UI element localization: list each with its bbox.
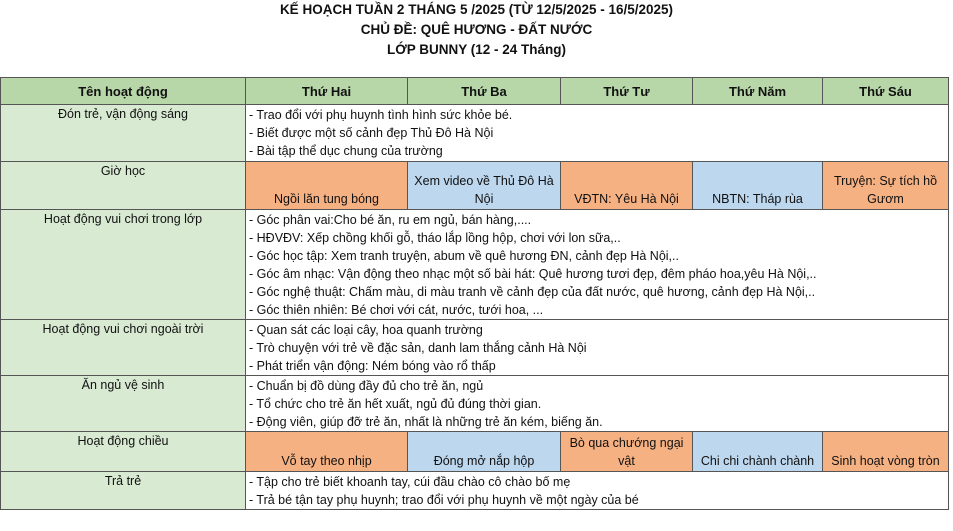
monday-cell: Ngồi lăn tung bóng xyxy=(246,162,408,210)
col-activity: Tên hoạt động xyxy=(1,78,246,105)
activity-detail xyxy=(246,472,949,510)
activity-detail xyxy=(246,105,949,162)
detail-line: - Góc thiên nhiên: Bé chơi với cát, nước, tưới hoa, ... xyxy=(249,303,544,317)
plan-title: KẾ HOẠCH TUẦN 2 THÁNG 5 /2025 (TỪ 12/5/2025 - 16/5/2025) xyxy=(279,2,674,17)
activity-name: Hoạt động chiều xyxy=(1,432,246,472)
detail-line: - Tập cho trẻ biết khoanh tay, cúi đầu chào cô chào bố mẹ xyxy=(249,475,571,489)
detail-line: - Bài tập thể dục chung của trường xyxy=(249,144,443,158)
thursday-cell: Chi chi chành chành xyxy=(693,432,823,472)
detail-line: - Biết được một số cảnh đẹp Thủ Đô Hà Nội xyxy=(249,126,494,140)
detail-line: - Góc nghệ thuật: Chấm màu, di màu tranh về cảnh đẹp của đất nước, quê hương, cảnh đẹp Hà Nội,.. xyxy=(249,285,816,299)
activity-name: Hoạt động vui chơi trong lớp xyxy=(1,210,246,320)
detail-line: - Trò chuyện với trẻ về đặc sản, danh lam thắng cảnh Hà Nội xyxy=(249,341,587,355)
detail-line: - Trao đổi với phụ huynh tình hình sức khỏe bé. xyxy=(249,108,513,122)
class-title: LỚP BUNNY (12 - 24 Tháng) xyxy=(386,42,567,57)
col-monday: Thứ Hai xyxy=(246,78,408,105)
detail-line: - Góc âm nhạc: Vận động theo nhạc một số bài hát: Quê hương tươi đẹp, đêm pháo hoa,yêu Hà Nội,.. xyxy=(249,267,817,281)
detail-line: - Tổ chức cho trẻ ăn hết xuất, ngủ đủ đúng thời gian. xyxy=(249,397,542,411)
activity-name: Trả trẻ xyxy=(1,472,246,510)
wednesday-cell: Bò qua chướng ngại vật xyxy=(561,432,693,472)
row-vui-choi-trong-lop xyxy=(1,210,949,320)
detail-line: - HĐVĐV: Xếp chồng khối gỗ, tháo lắp lồng hộp, chơi với lon sữa,.. xyxy=(249,231,621,245)
page-header xyxy=(0,0,953,60)
detail-line: - Chuẩn bị đồ dùng đầy đủ cho trẻ ăn, ngủ xyxy=(249,379,484,393)
detail-line: - Động viên, giúp đỡ trẻ ăn, nhất là những trẻ ăn kém, biếng ăn. xyxy=(249,415,603,429)
wednesday-cell: VĐTN: Yêu Hà Nội xyxy=(561,162,693,210)
row-an-ngu xyxy=(1,376,949,432)
header-row xyxy=(1,78,949,105)
detail-line: - Phát triển vận động: Ném bóng vào rổ thấp xyxy=(249,359,496,373)
row-don-tre xyxy=(1,105,949,162)
row-vui-choi-ngoai-troi xyxy=(1,320,949,376)
col-friday: Thứ Sáu xyxy=(823,78,949,105)
activity-detail xyxy=(246,376,949,432)
activity-detail xyxy=(246,320,949,376)
tuesday-cell: Đóng mở nắp hộp xyxy=(408,432,561,472)
detail-line: - Góc phân vai:Cho bé ăn, ru em ngủ, bán hàng,.... xyxy=(249,213,532,227)
monday-cell: Vỗ tay theo nhịp xyxy=(246,432,408,472)
col-wednesday: Thứ Tư xyxy=(561,78,693,105)
thursday-cell: NBTN: Tháp rùa xyxy=(693,162,823,210)
activity-name: Hoạt động vui chơi ngoài trời xyxy=(1,320,246,376)
weekly-plan-table xyxy=(0,77,949,510)
activity-detail xyxy=(246,210,949,320)
activity-name: Đón trẻ, vận động sáng xyxy=(1,105,246,162)
tuesday-cell: Xem video về Thủ Đô Hà Nội xyxy=(408,162,561,210)
col-thursday: Thứ Năm xyxy=(693,78,823,105)
detail-line: - Góc học tập: Xem tranh truyện, abum về quê hương ĐN, cảnh đẹp Hà Nội,.. xyxy=(249,249,679,263)
detail-line: - Quan sát các loại cây, hoa quanh trường xyxy=(249,323,483,337)
detail-line: - Trả bé tận tay phụ huynh; trao đổi với phụ huynh về một ngày của bé xyxy=(249,493,639,507)
col-tuesday: Thứ Ba xyxy=(408,78,561,105)
row-tra-tre xyxy=(1,472,949,510)
friday-cell: Sinh hoạt vòng tròn xyxy=(823,432,949,472)
row-gio-hoc xyxy=(1,162,949,210)
activity-name: Ăn ngủ vệ sinh xyxy=(1,376,246,432)
theme-title: CHỦ ĐỀ: QUÊ HƯƠNG - ĐẤT NƯỚC xyxy=(360,22,593,37)
row-chieu xyxy=(1,432,949,472)
activity-name: Giờ học xyxy=(1,162,246,210)
friday-cell: Truyện: Sự tích hồ Gươm xyxy=(823,162,949,210)
